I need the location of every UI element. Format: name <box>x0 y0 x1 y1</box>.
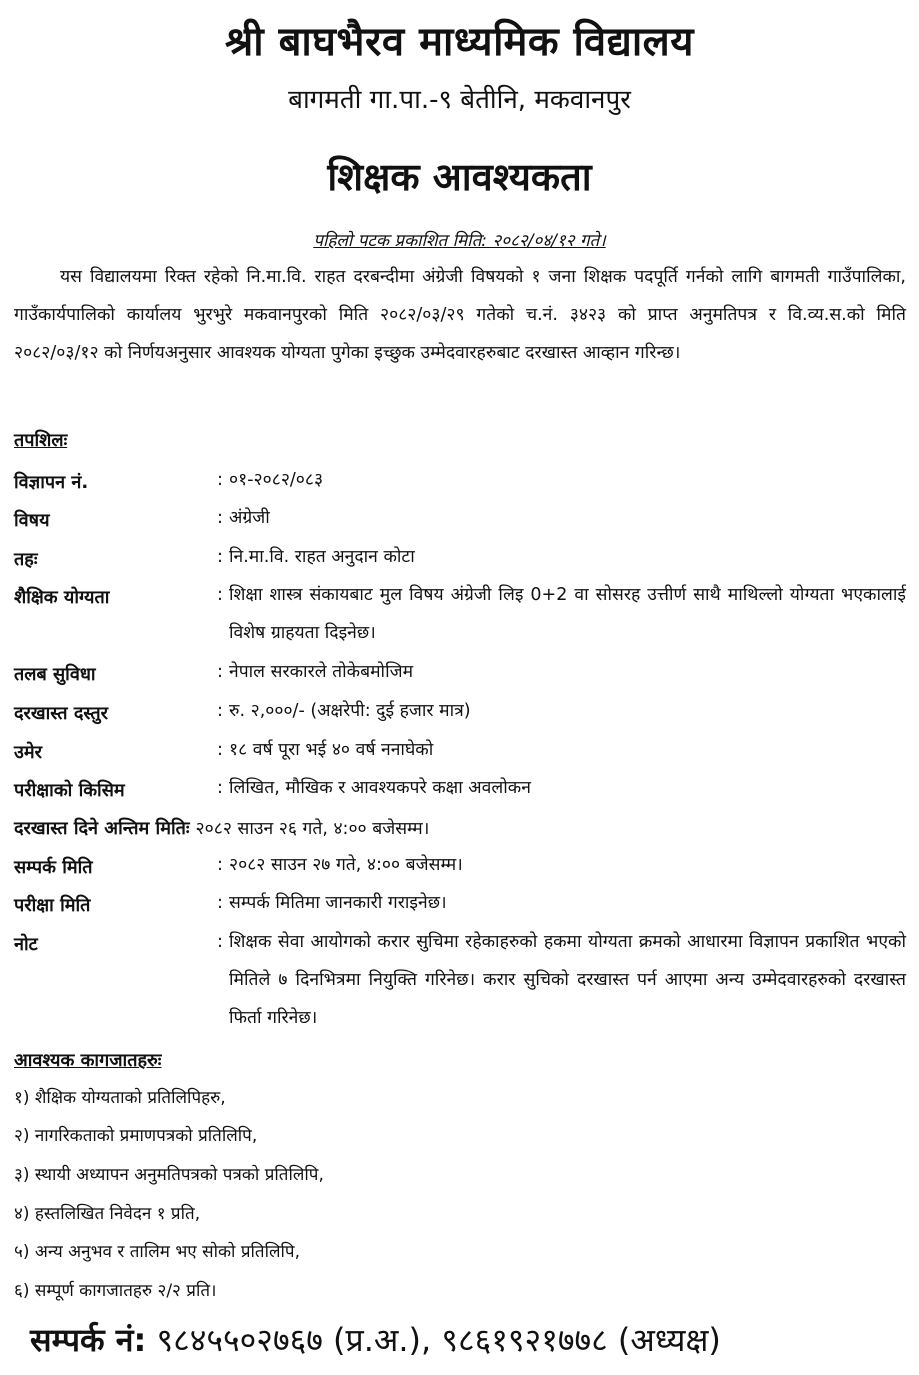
detail-label: तलब सुविधा <box>14 664 96 685</box>
detail-value: लिखित, मौखिक र आवश्यकपरे कक्षा अवलोकन <box>229 778 531 798</box>
detail-label: दरखास्त दस्तुर <box>14 703 109 724</box>
detail-label: तहः <box>14 549 38 570</box>
detail-colon: : <box>217 893 223 913</box>
published-date <box>0 228 919 251</box>
detail-label: विषय <box>14 510 50 531</box>
detail-label: उमेर <box>14 742 42 763</box>
detail-colon: : <box>217 585 223 605</box>
deadline-value: २०८२ साउन २६ गते, ४:०० बजेसम्म। <box>195 819 430 839</box>
detail-value: २०८२ साउन २७ गते, ४:०० बजेसम्म। <box>229 855 463 875</box>
list-item: ४) हस्तलिखित निवेदन १ प्रति, <box>14 1204 201 1224</box>
deadline-label: दरखास्त दिने अन्तिम मितिः <box>14 818 190 839</box>
detail-label: परीक्षा मिति <box>14 895 91 916</box>
detail-label: शैक्षिक योग्यता <box>14 587 110 608</box>
detail-colon: : <box>217 470 223 490</box>
detail-value: रु. २,०००/- (अक्षरेपी: दुई हजार मात्र) <box>229 701 471 721</box>
detail-value: नेपाल सरकारले तोकेबमोजिम <box>229 662 414 682</box>
detail-value: ०१-२०८२/०८३ <box>229 470 324 490</box>
contact-numbers: ९८४५५०२७६७ (प्र.अ.), ९८६१९२१७७८ (अध्यक्ष) <box>156 1321 721 1359</box>
deadline-line <box>14 816 429 840</box>
detail-colon: : <box>217 662 223 682</box>
detail-colon: : <box>217 701 223 721</box>
school-name: श्री बाघभैरव माध्यमिक विद्यालय <box>224 19 695 65</box>
documents-heading: आवश्यक कागजातहरुः <box>14 1050 162 1071</box>
detail-value: नि.मा.वि. राहत अनुदान कोटा <box>229 547 415 567</box>
contact-label: सम्पर्क नं: <box>30 1321 147 1359</box>
detail-colon: : <box>217 855 223 875</box>
list-item: २) नागरिकताको प्रमाणपत्रको प्रतिलिपि, <box>14 1126 258 1146</box>
detail-colon: : <box>217 547 223 567</box>
detail-value: शिक्षक सेवा आयोगको करार सुचिमा रहेकाहरुको हकमा योग्यता क्रमको आधारमा विज्ञापन प्रकाशित भएको मितिले ७ दिनभित्रमा नियुक्ति गरिनेछ। करार सुचिको दरखास्त पर्न आएमा अन्य उम्मेदवारहरुको दरखास्त फिर्ता गरिनेछ। <box>229 932 906 1028</box>
list-item: ६) सम्पूर्ण कागजातहरु २/२ प्रति। <box>14 1281 217 1301</box>
intro-paragraph: यस विद्यालयमा रिक्त रहेको नि.मा.वि. राहत दरबन्दीमा अंग्रेजी विषयको १ जना शिक्षक पदपूर्ति गर्नको लागि बागमती गाउँपालिका, गाउँकार्यपालिको कार्यालय भुरभुरे मकवानपुरको मिति २०८२/०३/२९ गतेको च.नं. ३४२३ को प्राप्त अनुमतिपत्र र वि.व्य.स.को मिति २०८२/०३/१२ को निर्णयअनुसार आवश्यक योग्यता पुगेका इच्छुक उम्मेदवारहरुबाट दरखास्त आव्हान गरिन्छ। <box>14 267 906 363</box>
detail-colon: : <box>217 932 223 952</box>
detail-label: नोट <box>14 934 38 955</box>
list-item: ३) स्थायी अध्यापन अनुमतिपत्रको पत्रको प्रतिलिपि, <box>14 1165 324 1185</box>
detail-label: परीक्षाको किसिम <box>14 780 125 801</box>
list-item: ५) अन्य अनुभव र तालिम भए सोको प्रतिलिपि, <box>14 1242 300 1262</box>
detail-colon: : <box>217 778 223 798</box>
detail-value: १८ वर्ष पूरा भई ४० वर्ष ननाघेको <box>229 740 434 760</box>
detail-value: सम्पर्क मितिमा जानकारी गराइनेछ। <box>229 893 447 913</box>
school-address: बागमती गा.पा.-९ बेतीनि, मकवानपुर <box>288 85 631 115</box>
list-item: १) शैक्षिक योग्यताको प्रतिलिपिहरु, <box>14 1088 226 1108</box>
detail-value: अंग्रेजी <box>229 508 270 528</box>
detail-colon: : <box>217 508 223 528</box>
detail-colon: : <box>217 740 223 760</box>
contact-line <box>30 1318 900 1361</box>
notice-title: शिक्षक आवश्यकता <box>327 155 592 199</box>
detail-label: सम्पर्क मिति <box>14 857 93 878</box>
detail-label: विज्ञापन नं. <box>14 472 89 493</box>
details-heading: तपशिलः <box>14 430 68 451</box>
detail-value: शिक्षा शास्त्र संकायबाट मुल विषय अंग्रेजी लिइ 0+2 वा सोसरह उत्तीर्ण साथै माथिल्लो योग्यता भएकालाई विशेष ग्राहयता दिइनेछ। <box>229 585 906 643</box>
published-date-text: पहिलो पटक प्रकाशित मिति: २०८२/०४/१२ गते। <box>313 231 606 251</box>
